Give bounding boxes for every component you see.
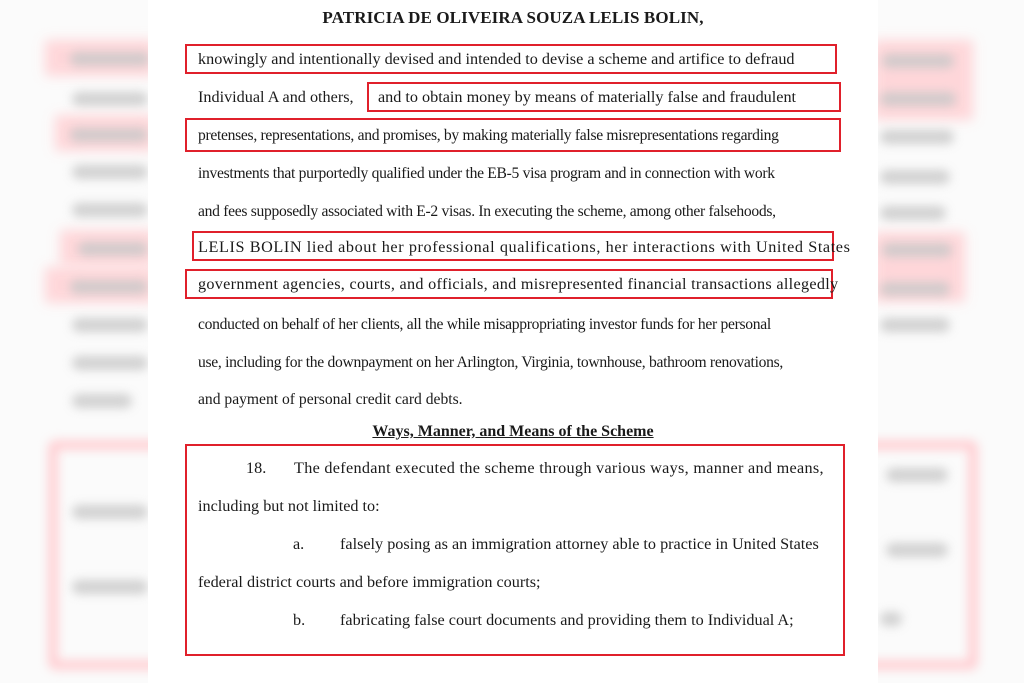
- item-letter-b: b.: [293, 611, 306, 629]
- paragraph-line: conducted on behalf of her clients, all the while misappropriating investor funds for her personal: [198, 316, 771, 333]
- paragraph-line: Individual A and others, and to obtain money by means of materially false and fraudulent: [198, 88, 797, 106]
- blurred-right-margin: [878, 0, 1024, 683]
- item-a-line-2: federal district courts and before immigration courts;: [198, 573, 541, 591]
- blurred-left-margin: [0, 0, 148, 683]
- item-letter-a: a.: [293, 535, 305, 553]
- paragraph-18-line-1: The defendant executed the scheme through various ways, manner and means,: [294, 459, 824, 477]
- paragraph-line: pretenses, representations, and promises, by making materially false misrepresentations regarding: [198, 127, 779, 144]
- paragraph-line: knowingly and intentionally devised and intended to devise a scheme and artifice to defraud: [198, 50, 795, 68]
- paragraph-18-line-2: including but not limited to:: [198, 497, 380, 515]
- paragraph-number: 18.: [246, 459, 267, 477]
- section-heading: Ways, Manner, and Means of the Scheme: [372, 423, 654, 440]
- paragraph-line: government agencies, courts, and officials, and misrepresented financial transactions allegedly: [198, 275, 839, 293]
- defendant-name: PATRICIA DE OLIVEIRA SOUZA LELIS BOLIN,: [322, 8, 704, 27]
- paragraph-line: LELIS BOLIN lied about her professional qualifications, her interactions with United States: [198, 238, 851, 256]
- document-page: [148, 0, 878, 683]
- paragraph-line: and payment of personal credit card debts.: [198, 391, 463, 408]
- item-a-line-1: falsely posing as an immigration attorney able to practice in United States: [340, 535, 819, 553]
- paragraph-line: use, including for the downpayment on her Arlington, Virginia, townhouse, bathroom renovations,: [198, 354, 783, 371]
- paragraph-line: investments that purportedly qualified under the EB-5 visa program and in connection with work: [198, 165, 775, 182]
- paragraph-line: and fees supposedly associated with E-2 visas. In executing the scheme, among other falsehoods,: [198, 203, 776, 220]
- item-b-line-1: fabricating false court documents and providing them to Individual A;: [340, 611, 794, 629]
